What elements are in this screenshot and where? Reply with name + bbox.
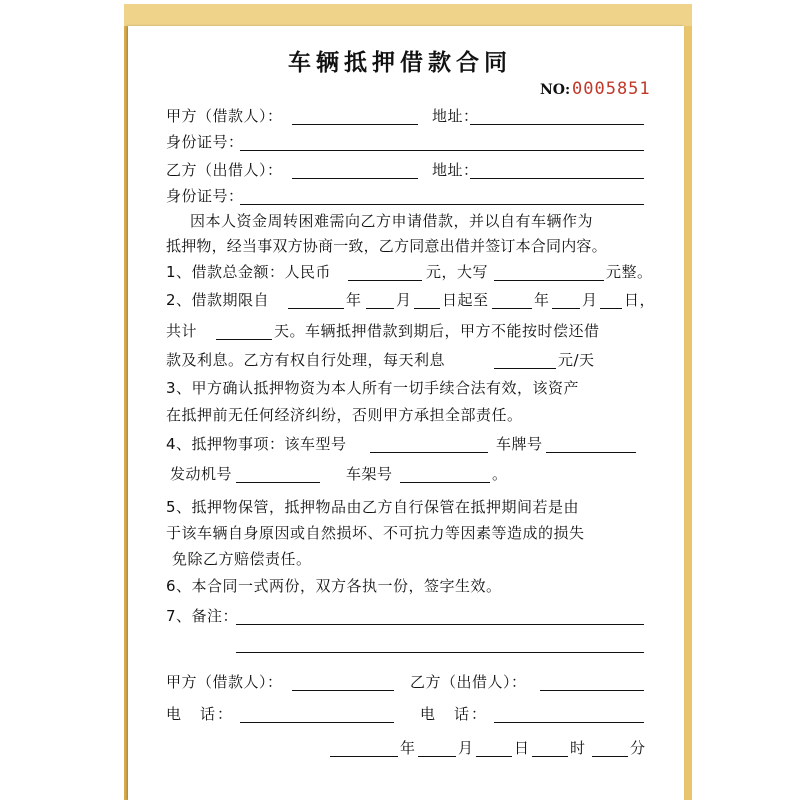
end-month-field[interactable] [552,308,580,309]
total-days-field[interactable] [216,339,272,340]
party-b-label: 乙方（出借人）： [166,161,283,179]
start-month-unit: 月 [396,291,412,309]
clause-5-line-2: 于该车辆自身原因或自然损坏、不可抗力等因素等造成的损失 [166,524,585,542]
contract-title: 车辆抵押借款合同 [288,49,512,76]
party-b-address-field[interactable] [470,178,644,179]
party-a-phone-field[interactable] [240,722,394,723]
clause-2-line-2: 天。车辆抵押借款到期后，甲方不能按时偿还借 [274,322,600,340]
sign-hour-field[interactable] [532,756,568,757]
clause-4-model-label: 4、抵押物事项：该车型号 [166,435,347,453]
end-month-unit: 月 [582,291,598,309]
clause-5-line-1: 5、抵押物保管，抵押物品由乙方自行保管在抵押期间若是由 [166,498,580,516]
intro-line-2: 抵押物，经当事双方协商一致，乙方同意出借并签订本合同内容。 [166,237,607,255]
engine-number-label: 发动机号 [170,465,233,483]
clause-3-line-2: 在抵押前无任何经济纠纷，否则甲方承担全部责任。 [166,406,523,424]
sign-party-b-label: 乙方（出借人）： [410,673,527,691]
start-year-unit: 年 [346,291,362,309]
end-day-unit: 日， [624,291,656,309]
start-day-field[interactable] [414,308,440,309]
party-a-field[interactable] [292,124,418,125]
sign-day-unit: 日 [514,739,530,757]
amount-uppercase-field[interactable] [494,280,604,281]
clause-2-label: 2、借款期限自 [166,291,270,309]
remarks-label: 7、备注： [166,607,239,625]
sign-minute-unit: 分 [630,739,646,757]
sign-year-unit: 年 [400,739,416,757]
start-day-unit: 日起至 [442,291,489,309]
clause-1-uppercase-label: 元，大写 [426,263,489,281]
party-a-id-field[interactable] [240,150,644,151]
serial-number: 0005851 [572,79,651,99]
clause-4-end: 。 [492,465,508,483]
clause-2-total-label: 共计 [166,322,198,340]
clause-6: 6、本合同一式两份，双方各执一份，签字生效。 [166,577,502,595]
sign-party-b-field[interactable] [540,690,644,691]
sign-month-field[interactable] [418,756,456,757]
plate-number-label: 车牌号 [496,435,543,453]
clause-1-amount-label: 1、借款总金额：人民币 [166,263,332,281]
party-b-id-field[interactable] [240,204,644,205]
clause-5-line-3: 免除乙方赔偿责任。 [172,550,312,568]
vin-label: 车架号 [346,465,393,483]
party-a-label: 甲方（借款人）： [166,107,283,125]
intro-line-1: 因本人资金周转困难需向乙方申请借款，并以自有车辆作为 [190,212,594,230]
sign-hour-unit: 时 [570,739,586,757]
party-b-phone-label: 电 话： [420,705,489,723]
sign-month-unit: 月 [458,739,474,757]
party-b-address-label: 地址： [432,161,479,179]
sign-day-field[interactable] [476,756,512,757]
daily-interest-unit: 元/天 [558,351,595,369]
clause-3-line-1: 3、甲方确认抵押物资为本人所有一切手续合法有效，该资产 [166,379,580,397]
remarks-field-line-2[interactable] [236,652,644,653]
party-a-address-field[interactable] [470,124,644,125]
engine-number-field[interactable] [236,482,320,483]
sign-party-a-label: 甲方（借款人）： [166,673,283,691]
party-a-id-label: 身份证号： [166,133,244,151]
party-a-address-label: 地址： [432,107,479,125]
daily-interest-field[interactable] [494,368,556,369]
clause-2-line-3: 款及利息。乙方有权自行处理，每天利息 [166,351,446,369]
remarks-field-line-1[interactable] [236,624,644,625]
amount-numeric-field[interactable] [348,280,422,281]
start-month-field[interactable] [366,308,394,309]
serial-label: NO: [540,82,571,98]
sign-party-a-field[interactable] [292,690,394,691]
end-year-field[interactable] [492,308,532,309]
pad-top-strip [124,4,692,26]
party-b-id-label: 身份证号： [166,187,244,205]
end-year-unit: 年 [534,291,550,309]
party-a-phone-label: 电 话： [166,705,235,723]
vehicle-model-field[interactable] [370,452,488,453]
sign-minute-field[interactable] [592,756,628,757]
party-b-field[interactable] [292,178,418,179]
end-day-field[interactable] [600,308,622,309]
vin-field[interactable] [400,482,490,483]
party-b-phone-field[interactable] [494,722,644,723]
plate-number-field[interactable] [546,452,636,453]
clause-1-suffix: 元整。 [606,263,653,281]
start-year-field[interactable] [288,308,344,309]
sign-year-field[interactable] [330,756,398,757]
